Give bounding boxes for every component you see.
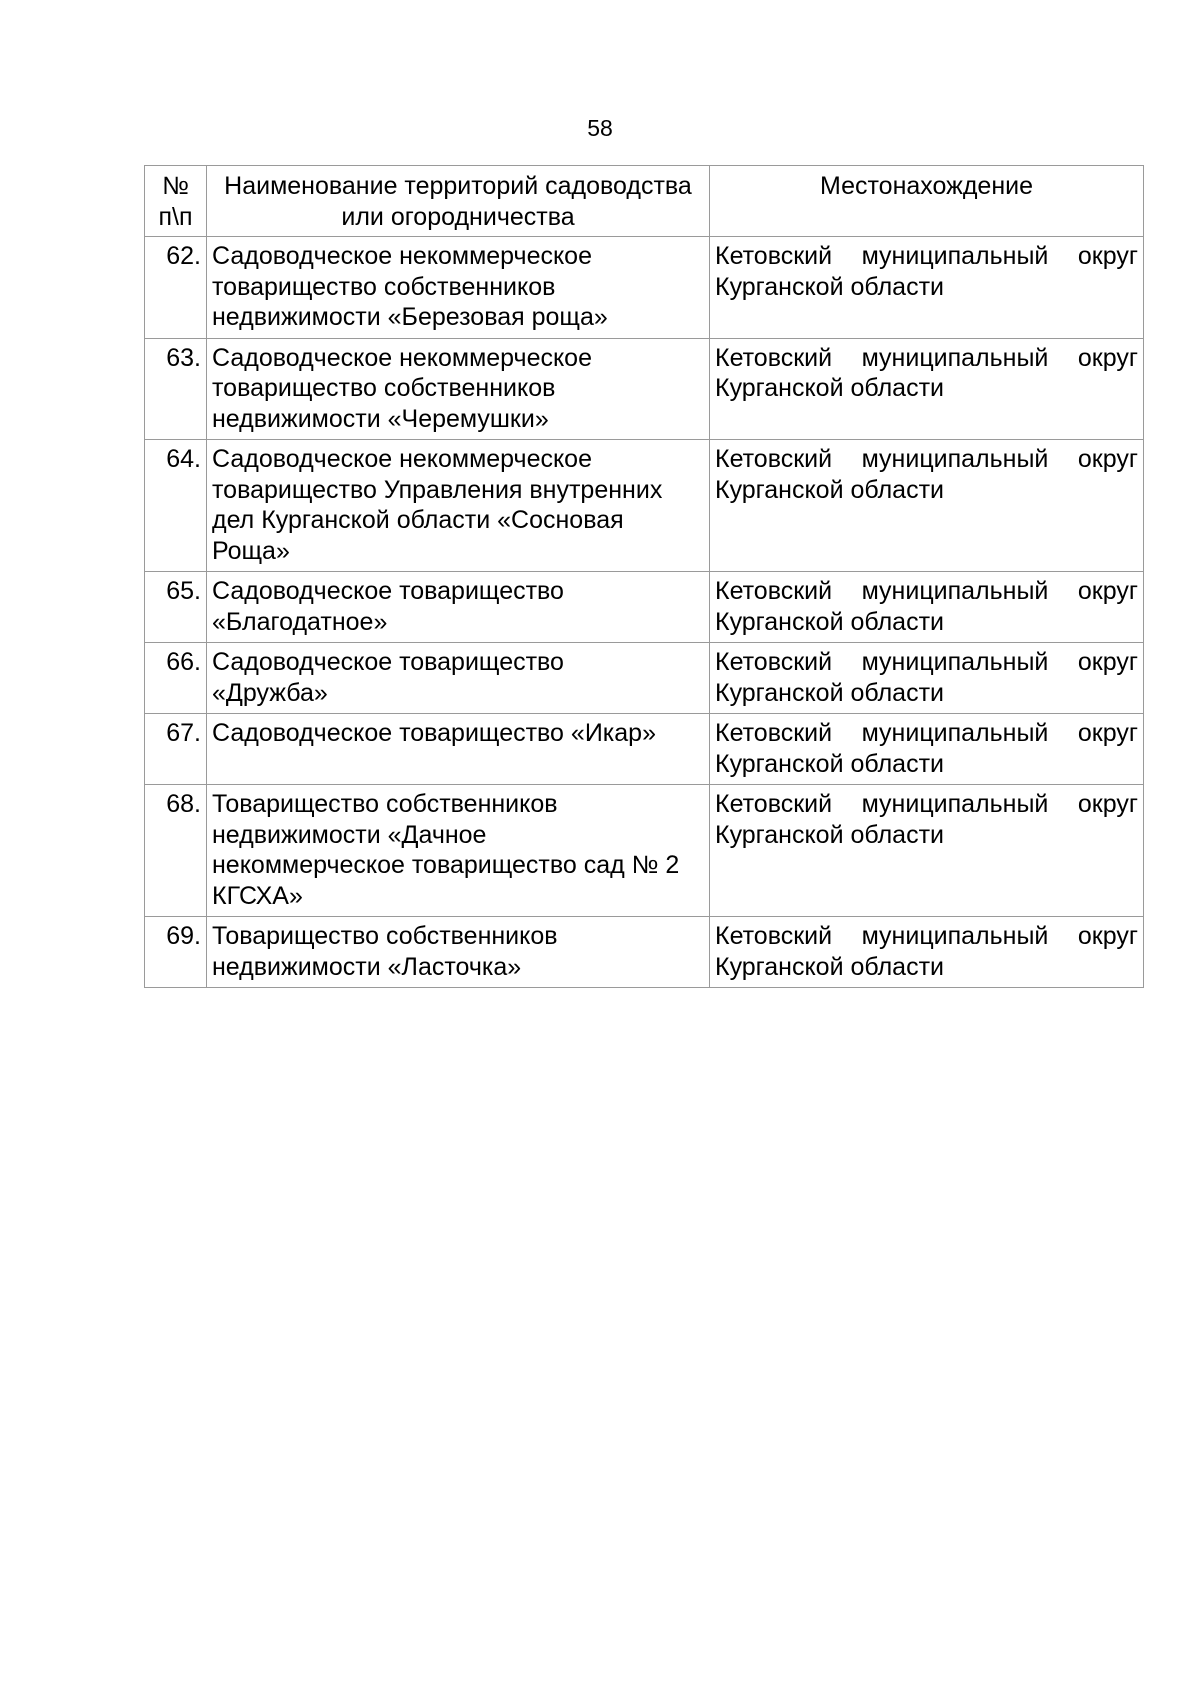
row-location-word: Кетовский xyxy=(715,648,833,676)
row-number: 66. xyxy=(145,643,207,714)
table-row xyxy=(145,785,1144,917)
header-number xyxy=(145,166,207,237)
row-location-line: Курганской области xyxy=(715,475,945,504)
row-location-word: муниципальный xyxy=(861,242,1049,270)
row-location-word: муниципальный xyxy=(861,922,1049,950)
row-number: 64. xyxy=(145,440,207,572)
row-name-line: товарищество Управления внутренних xyxy=(212,475,663,504)
row-name-line: недвижимости «Дачное xyxy=(212,820,487,849)
row-name xyxy=(207,440,710,572)
row-name-line: Роща» xyxy=(212,536,290,565)
row-location-word: округ xyxy=(1077,648,1138,676)
row-name-line: Товарищество собственников xyxy=(212,922,558,950)
row-location-line: Курганской области xyxy=(715,952,945,981)
row-number: 67. xyxy=(145,714,207,785)
row-name xyxy=(207,643,710,714)
row-number: 63. xyxy=(145,338,207,440)
row-location-word: Кетовский xyxy=(715,343,833,372)
row-location-word: округ xyxy=(1077,922,1138,950)
row-location-word: округ xyxy=(1077,719,1138,747)
row-location-line xyxy=(715,718,1138,749)
row-name-line: недвижимости «Черемушки» xyxy=(212,404,549,433)
row-location-line xyxy=(715,921,1138,952)
row-name xyxy=(207,785,710,917)
row-location-word: округ xyxy=(1077,343,1138,372)
row-location xyxy=(710,714,1144,785)
row-location-word: муниципальный xyxy=(861,790,1049,818)
row-location-word: Кетовский xyxy=(715,577,833,605)
row-number: 68. xyxy=(145,785,207,917)
row-number: 62. xyxy=(145,237,207,339)
row-location-word: Кетовский xyxy=(715,922,833,950)
table-row xyxy=(145,237,1144,339)
row-location-word: Кетовский xyxy=(715,719,833,747)
row-location xyxy=(710,643,1144,714)
row-name xyxy=(207,917,710,988)
row-location-line xyxy=(715,789,1138,820)
row-name-line: Садоводческое товарищество xyxy=(212,648,564,676)
row-location-word: Кетовский xyxy=(715,790,833,818)
row-number: 65. xyxy=(145,572,207,643)
header-name-line: или огородничества xyxy=(341,202,575,231)
row-name-line: «Дружба» xyxy=(212,678,328,707)
table-header-row xyxy=(145,166,1144,237)
row-name-line: недвижимости «Ласточка» xyxy=(212,952,522,981)
row-location-line: Курганской области xyxy=(715,678,945,707)
row-location-line xyxy=(715,576,1138,607)
row-location xyxy=(710,338,1144,440)
row-name-line: Садоводческое некоммерческое xyxy=(212,445,592,473)
table-row xyxy=(145,440,1144,572)
row-name-line: Садоводческое товарищество «Икар» xyxy=(212,719,656,747)
row-name-line: Садоводческое товарищество xyxy=(212,577,564,605)
row-location-line xyxy=(715,343,1138,374)
header-location: Местонахождение xyxy=(710,166,1144,237)
header-name xyxy=(207,166,710,237)
row-location xyxy=(710,572,1144,643)
row-location-word: Кетовский xyxy=(715,242,833,270)
row-location-word: округ xyxy=(1077,577,1138,605)
row-location-line: Курганской области xyxy=(715,607,945,636)
row-name-line: КГСХА» xyxy=(212,881,303,910)
row-name-line: товарищество собственников xyxy=(212,374,556,402)
table-row xyxy=(145,714,1144,785)
row-name-line: Садоводческое некоммерческое xyxy=(212,343,592,372)
row-location-word: округ xyxy=(1077,242,1138,270)
row-location-word: муниципальный xyxy=(861,719,1049,747)
row-location xyxy=(710,440,1144,572)
table-row xyxy=(145,338,1144,440)
row-name-line: товарищество собственников xyxy=(212,272,556,301)
row-location-line xyxy=(715,241,1138,272)
row-location-line: Курганской области xyxy=(715,820,945,849)
row-location-word: муниципальный xyxy=(861,648,1049,676)
row-name xyxy=(207,338,710,440)
row-location-line: Курганской области xyxy=(715,749,945,778)
header-name-line: Наименование территорий садоводства xyxy=(224,172,692,200)
table-row xyxy=(145,917,1144,988)
table-row xyxy=(145,643,1144,714)
page-number: 58 xyxy=(587,115,613,141)
row-location-word: муниципальный xyxy=(861,445,1049,473)
row-location xyxy=(710,917,1144,988)
row-name-line: «Благодатное» xyxy=(212,607,388,636)
row-location-line xyxy=(715,647,1138,678)
row-name-line: Товарищество собственников xyxy=(212,790,558,818)
row-name-line: дел Курганской области «Сосновая xyxy=(212,506,624,534)
row-name-line: недвижимости «Березовая роща» xyxy=(212,303,608,331)
row-location-word: Кетовский xyxy=(715,445,833,473)
gardening-territories-table xyxy=(144,165,1144,988)
row-location-word: муниципальный xyxy=(861,577,1049,605)
row-location-word: муниципальный xyxy=(861,343,1049,372)
row-location-line: Курганской области xyxy=(715,374,945,402)
row-name xyxy=(207,572,710,643)
table-body xyxy=(145,237,1144,988)
row-location-word: округ xyxy=(1077,445,1138,473)
row-name xyxy=(207,714,710,785)
row-location-line xyxy=(715,444,1138,475)
table-row xyxy=(145,572,1144,643)
row-name xyxy=(207,237,710,339)
row-number: 69. xyxy=(145,917,207,988)
row-location xyxy=(710,785,1144,917)
row-location-line: Курганской области xyxy=(715,272,945,301)
row-name-line: некоммерческое товарищество сад № 2 xyxy=(212,851,680,879)
row-location-word: округ xyxy=(1077,790,1138,818)
header-number-line: № xyxy=(162,172,189,200)
row-name-line: Садоводческое некоммерческое xyxy=(212,242,592,270)
row-location xyxy=(710,237,1144,339)
header-number-line: п\п xyxy=(158,202,193,231)
